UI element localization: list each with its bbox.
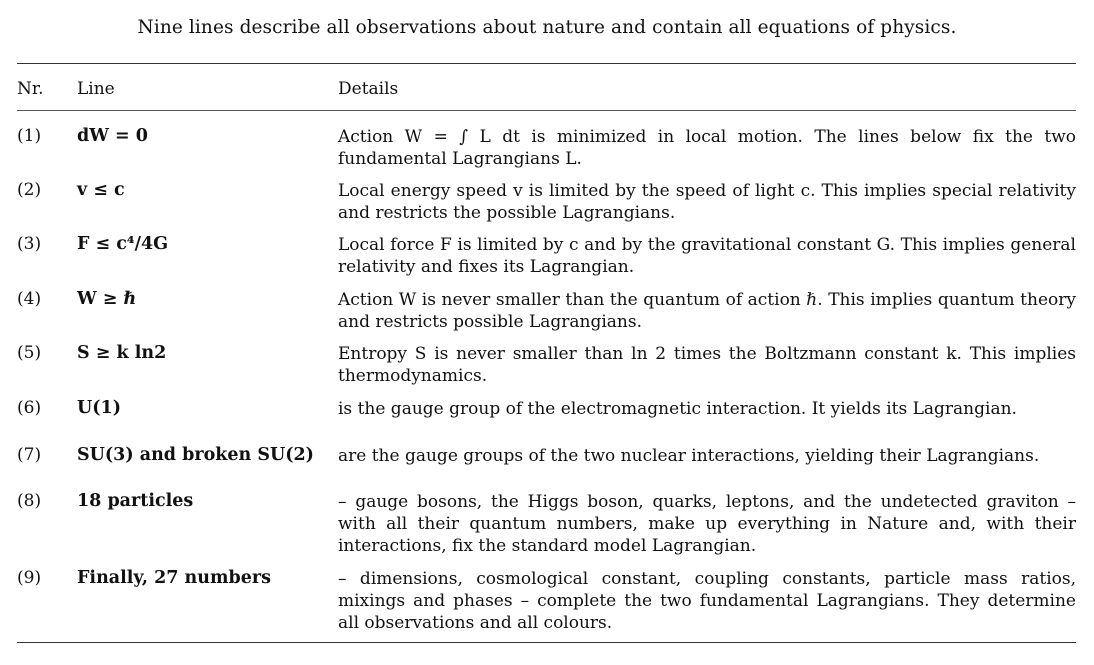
header-nr: Nr. (17, 79, 44, 99)
row-details: Local energy speed v is limited by the speed of light c. This implies special relativity and restricts the possible Lagrangians. (338, 181, 1076, 223)
row-line: S ≥ k ln2 (77, 343, 167, 363)
header-rule (17, 110, 1076, 111)
top-rule (17, 63, 1076, 64)
row-line: v ≤ c (77, 180, 125, 200)
row-details: – dimensions, cosmological constant, coupling constants, particle mass ratios, mixings and phases – complete the two fundamental Lagrangians. They determine all observations and all colours. (338, 569, 1076, 633)
row-line: 18 particles (77, 491, 194, 511)
row-number: (4) (17, 289, 42, 309)
row-details: Action W is never smaller than the quantum of action ℏ. This implies quantum theory and restricts possible Lagrangians. (338, 290, 1076, 332)
row-line: Finally, 27 numbers (77, 568, 271, 588)
row-details: – gauge bosons, the Higgs boson, quarks, leptons, and the undetected graviton – with all their quantum numbers, make up everything in Nature and, with their interactions, fix the standard model Lagrangian. (338, 492, 1076, 556)
header-details: Details (338, 79, 399, 99)
row-details: Entropy S is never smaller than ln 2 times the Boltzmann constant k. This implies thermodynamics. (338, 344, 1076, 386)
row-number: (7) (17, 445, 42, 465)
row-details: Local force F is limited by c and by the gravitational constant G. This implies general relativity and fixes its Lagrangian. (338, 235, 1076, 277)
row-number: (9) (17, 568, 42, 588)
row-details: is the gauge group of the electromagnetic interaction. It yields its Lagrangian. (338, 399, 1017, 419)
row-line: SU(3) and broken SU(2) (77, 445, 314, 465)
row-number: (1) (17, 126, 42, 146)
row-number: (6) (17, 398, 42, 418)
row-number: (5) (17, 343, 42, 363)
row-line: W ≥ ℏ (77, 289, 137, 309)
row-line: dW = 0 (77, 126, 148, 146)
row-number: (2) (17, 180, 42, 200)
table-caption: Nine lines describe all observations about nature and contain all equations of physics. (137, 17, 957, 38)
header-line: Line (77, 79, 115, 99)
bottom-rule (17, 642, 1076, 643)
row-line: F ≤ c⁴/4G (77, 234, 169, 254)
row-number: (8) (17, 491, 42, 511)
row-details: are the gauge groups of the two nuclear interactions, yielding their Lagrangians. (338, 446, 1040, 466)
row-number: (3) (17, 234, 42, 254)
row-details: Action W = ∫ L dt is minimized in local motion. The lines below fix the two fundamental Lagrangians L. (338, 127, 1076, 169)
row-line: U(1) (77, 398, 121, 418)
